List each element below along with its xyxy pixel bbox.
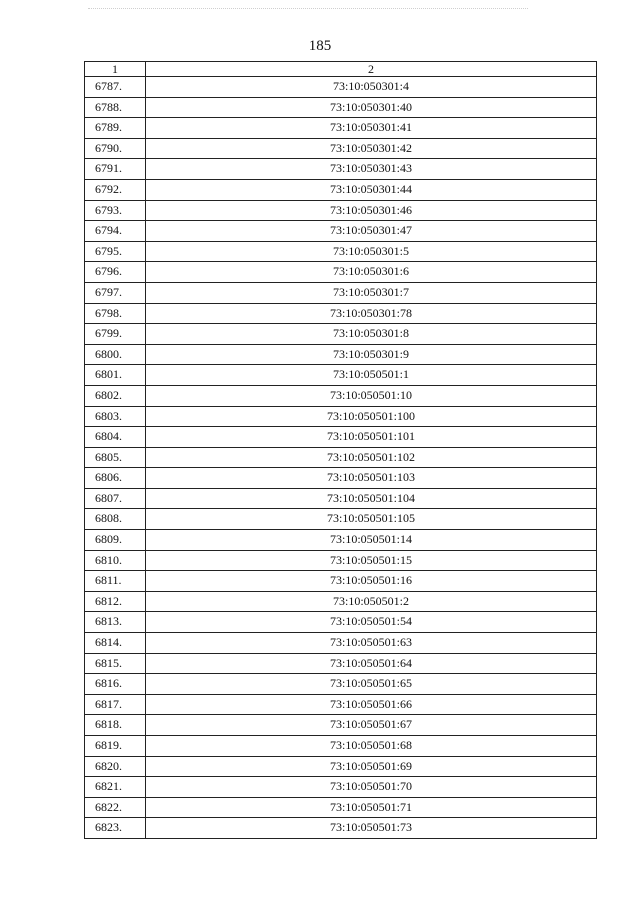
cadastral-table-container xyxy=(84,61,596,839)
table-row xyxy=(85,365,597,386)
cadastral-number-cell: 73:10:050301:6 xyxy=(146,262,597,283)
table-row xyxy=(85,633,597,654)
row-index-cell: 6805. xyxy=(85,447,146,468)
table-row xyxy=(85,571,597,592)
cadastral-number-cell: 73:10:050501:68 xyxy=(146,736,597,757)
table-row xyxy=(85,138,597,159)
table-row xyxy=(85,509,597,530)
table-row xyxy=(85,344,597,365)
row-index-cell: 6792. xyxy=(85,179,146,200)
table-body xyxy=(85,77,597,839)
cadastral-number-cell: 73:10:050501:10 xyxy=(146,385,597,406)
table-row xyxy=(85,200,597,221)
cadastral-number-cell: 73:10:050501:64 xyxy=(146,653,597,674)
row-index-cell: 6799. xyxy=(85,324,146,345)
row-index-cell: 6789. xyxy=(85,118,146,139)
cadastral-number-cell: 73:10:050501:103 xyxy=(146,468,597,489)
table-row xyxy=(85,777,597,798)
row-index-cell: 6822. xyxy=(85,797,146,818)
row-index-cell: 6818. xyxy=(85,715,146,736)
table-row xyxy=(85,550,597,571)
row-index-cell: 6790. xyxy=(85,138,146,159)
cadastral-number-cell: 73:10:050301:46 xyxy=(146,200,597,221)
table-row xyxy=(85,406,597,427)
cadastral-number-cell: 73:10:050301:8 xyxy=(146,324,597,345)
row-index-cell: 6811. xyxy=(85,571,146,592)
row-index-cell: 6819. xyxy=(85,736,146,757)
table-row xyxy=(85,468,597,489)
table-row xyxy=(85,488,597,509)
cadastral-number-cell: 73:10:050301:44 xyxy=(146,179,597,200)
cadastral-number-cell: 73:10:050501:66 xyxy=(146,694,597,715)
table-row xyxy=(85,591,597,612)
table-row xyxy=(85,818,597,839)
row-index-cell: 6803. xyxy=(85,406,146,427)
cadastral-number-cell: 73:10:050501:14 xyxy=(146,530,597,551)
cadastral-number-cell: 73:10:050501:105 xyxy=(146,509,597,530)
column-header-index: 1 xyxy=(85,62,146,77)
cadastral-number-cell: 73:10:050301:4 xyxy=(146,77,597,98)
table-row xyxy=(85,530,597,551)
page-number: 185 xyxy=(308,38,332,54)
table-header-row xyxy=(85,62,597,77)
cadastral-number-cell: 73:10:050301:78 xyxy=(146,303,597,324)
table-row xyxy=(85,715,597,736)
cadastral-number-cell: 73:10:050501:70 xyxy=(146,777,597,798)
cadastral-number-cell: 73:10:050501:102 xyxy=(146,447,597,468)
cadastral-table xyxy=(84,61,597,839)
table-row xyxy=(85,303,597,324)
cadastral-number-cell: 73:10:050301:41 xyxy=(146,118,597,139)
cadastral-number-cell: 73:10:050501:16 xyxy=(146,571,597,592)
cadastral-number-cell: 73:10:050501:67 xyxy=(146,715,597,736)
table-row xyxy=(85,674,597,695)
table-row xyxy=(85,797,597,818)
row-index-cell: 6802. xyxy=(85,385,146,406)
table-row xyxy=(85,694,597,715)
cadastral-number-cell: 73:10:050501:1 xyxy=(146,365,597,386)
cadastral-number-cell: 73:10:050501:15 xyxy=(146,550,597,571)
table-row xyxy=(85,427,597,448)
cadastral-number-cell: 73:10:050301:40 xyxy=(146,97,597,118)
table-row xyxy=(85,324,597,345)
cadastral-number-cell: 73:10:050501:73 xyxy=(146,818,597,839)
row-index-cell: 6814. xyxy=(85,633,146,654)
row-index-cell: 6807. xyxy=(85,488,146,509)
cadastral-number-cell: 73:10:050501:2 xyxy=(146,591,597,612)
row-index-cell: 6817. xyxy=(85,694,146,715)
table-row xyxy=(85,241,597,262)
row-index-cell: 6816. xyxy=(85,674,146,695)
table-row xyxy=(85,179,597,200)
table-row xyxy=(85,77,597,98)
table-row xyxy=(85,221,597,242)
row-index-cell: 6820. xyxy=(85,756,146,777)
row-index-cell: 6797. xyxy=(85,282,146,303)
row-index-cell: 6793. xyxy=(85,200,146,221)
scan-artifact-line xyxy=(88,8,528,13)
cadastral-number-cell: 73:10:050301:5 xyxy=(146,241,597,262)
cadastral-number-cell: 73:10:050301:43 xyxy=(146,159,597,180)
row-index-cell: 6806. xyxy=(85,468,146,489)
row-index-cell: 6813. xyxy=(85,612,146,633)
row-index-cell: 6798. xyxy=(85,303,146,324)
table-row xyxy=(85,282,597,303)
cadastral-number-cell: 73:10:050301:9 xyxy=(146,344,597,365)
row-index-cell: 6810. xyxy=(85,550,146,571)
row-index-cell: 6804. xyxy=(85,427,146,448)
cadastral-number-cell: 73:10:050501:101 xyxy=(146,427,597,448)
cadastral-number-cell: 73:10:050501:69 xyxy=(146,756,597,777)
row-index-cell: 6800. xyxy=(85,344,146,365)
row-index-cell: 6815. xyxy=(85,653,146,674)
row-index-cell: 6795. xyxy=(85,241,146,262)
cadastral-number-cell: 73:10:050501:54 xyxy=(146,612,597,633)
row-index-cell: 6787. xyxy=(85,77,146,98)
cadastral-number-cell: 73:10:050301:7 xyxy=(146,282,597,303)
table-row xyxy=(85,159,597,180)
cadastral-number-cell: 73:10:050301:47 xyxy=(146,221,597,242)
row-index-cell: 6808. xyxy=(85,509,146,530)
cadastral-number-cell: 73:10:050501:100 xyxy=(146,406,597,427)
row-index-cell: 6823. xyxy=(85,818,146,839)
table-row xyxy=(85,653,597,674)
table-row xyxy=(85,118,597,139)
row-index-cell: 6794. xyxy=(85,221,146,242)
table-row xyxy=(85,756,597,777)
row-index-cell: 6788. xyxy=(85,97,146,118)
table-row xyxy=(85,612,597,633)
row-index-cell: 6812. xyxy=(85,591,146,612)
table-row xyxy=(85,97,597,118)
table-row xyxy=(85,262,597,283)
row-index-cell: 6809. xyxy=(85,530,146,551)
row-index-cell: 6796. xyxy=(85,262,146,283)
cadastral-number-cell: 73:10:050501:65 xyxy=(146,674,597,695)
cadastral-number-cell: 73:10:050301:42 xyxy=(146,138,597,159)
cadastral-number-cell: 73:10:050501:71 xyxy=(146,797,597,818)
row-index-cell: 6821. xyxy=(85,777,146,798)
row-index-cell: 6801. xyxy=(85,365,146,386)
column-header-cadastral-number: 2 xyxy=(146,62,597,77)
table-row xyxy=(85,736,597,757)
cadastral-number-cell: 73:10:050501:63 xyxy=(146,633,597,654)
table-row xyxy=(85,385,597,406)
row-index-cell: 6791. xyxy=(85,159,146,180)
table-row xyxy=(85,447,597,468)
cadastral-number-cell: 73:10:050501:104 xyxy=(146,488,597,509)
